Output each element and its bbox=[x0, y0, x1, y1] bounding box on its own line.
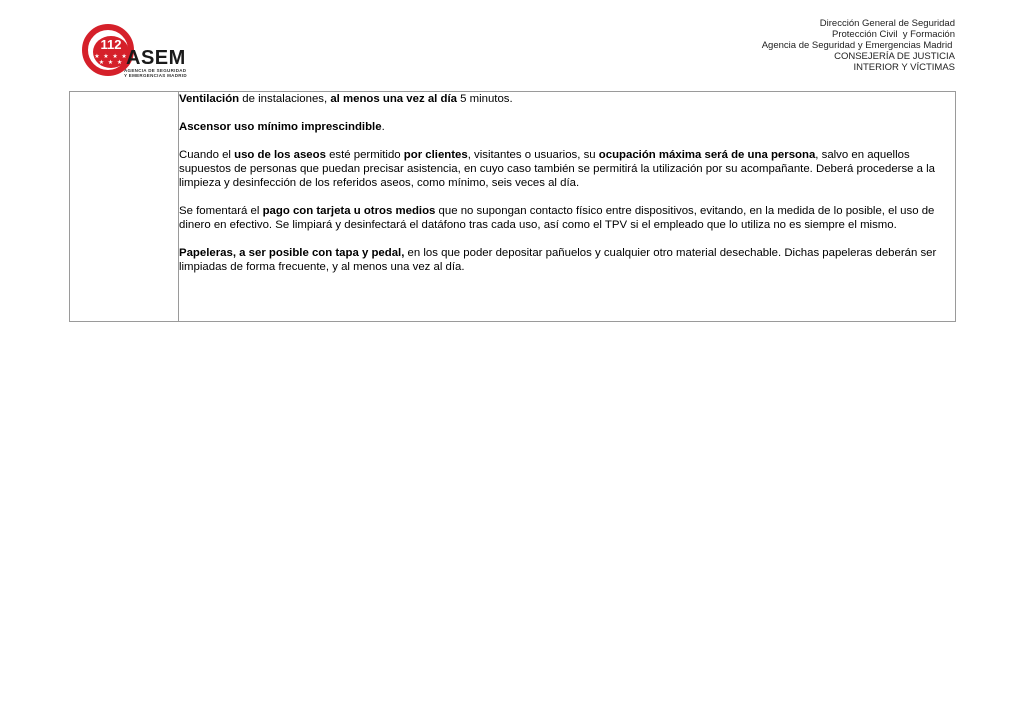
measures-table bbox=[69, 91, 956, 322]
paragraph-payment: Se fomentará el pago con tarjeta u otros medios que no supongan contacto físico entre dispositivos, evitando, en la medida de lo posible, el uso de dinero en efectivo. Se limpiará y desinfectará el datáfono tras cada uso, así como el TPV si el empleado que lo utiliza no es siempre el mismo. bbox=[179, 205, 935, 231]
header-line-1: Dirección General de Seguridad bbox=[819, 18, 955, 29]
paragraph-bins: Papeleras, a ser posible con tapa y pedal, en los que poder depositar pañuelos y cualquier otro material desechable. Dichas papeleras deberán ser limpiadas de forma frecuente, y al menos una vez al día. bbox=[179, 247, 937, 273]
logo-number: 112 bbox=[100, 37, 122, 52]
logo-subtitle-line2: Y EMERGENCIAS MADRID bbox=[124, 73, 187, 78]
table-cell-empty bbox=[70, 92, 179, 322]
paragraph-toilets: Cuando el uso de los aseos esté permitido por clientes, visitantes o usuarios, su ocupación máxima será de una persona, salvo en aquellos supuestos de personas que puedan precisar asistencia, en cuyo caso también se permitirá la utilización por su acompañante. Deberá procederse a la limpieza y desinfección de los referidos aseos, como mínimo, seis veces al día. bbox=[179, 149, 936, 189]
header-line-3: Agencia de Seguridad y Emergencias Madrid bbox=[761, 40, 955, 51]
header-line-2: Protección Civil y Formación bbox=[831, 29, 955, 40]
asem-logo bbox=[82, 24, 207, 78]
paragraph-elevator: Ascensor uso mínimo imprescindible. bbox=[179, 121, 385, 133]
header-line-4: CONSEJERÍA DE JUSTICIA bbox=[834, 51, 955, 62]
header-line-5: INTERIOR Y VÍCTIMAS bbox=[853, 62, 955, 73]
table-cell-measures bbox=[179, 92, 956, 322]
logo-subtitle bbox=[124, 68, 187, 78]
logo-subtitle-line1: AGENCIA DE SEGURIDAD bbox=[124, 68, 187, 73]
table-row bbox=[70, 92, 956, 322]
logo-stars: ★ ★ ★ ★ ★ ★ ★ bbox=[94, 54, 128, 66]
paragraph-ventilation: Ventilación de instalaciones, al menos una vez al día 5 minutos. bbox=[179, 93, 513, 105]
logo-wordmark: ASEM bbox=[126, 47, 186, 69]
organization-header bbox=[762, 18, 955, 73]
